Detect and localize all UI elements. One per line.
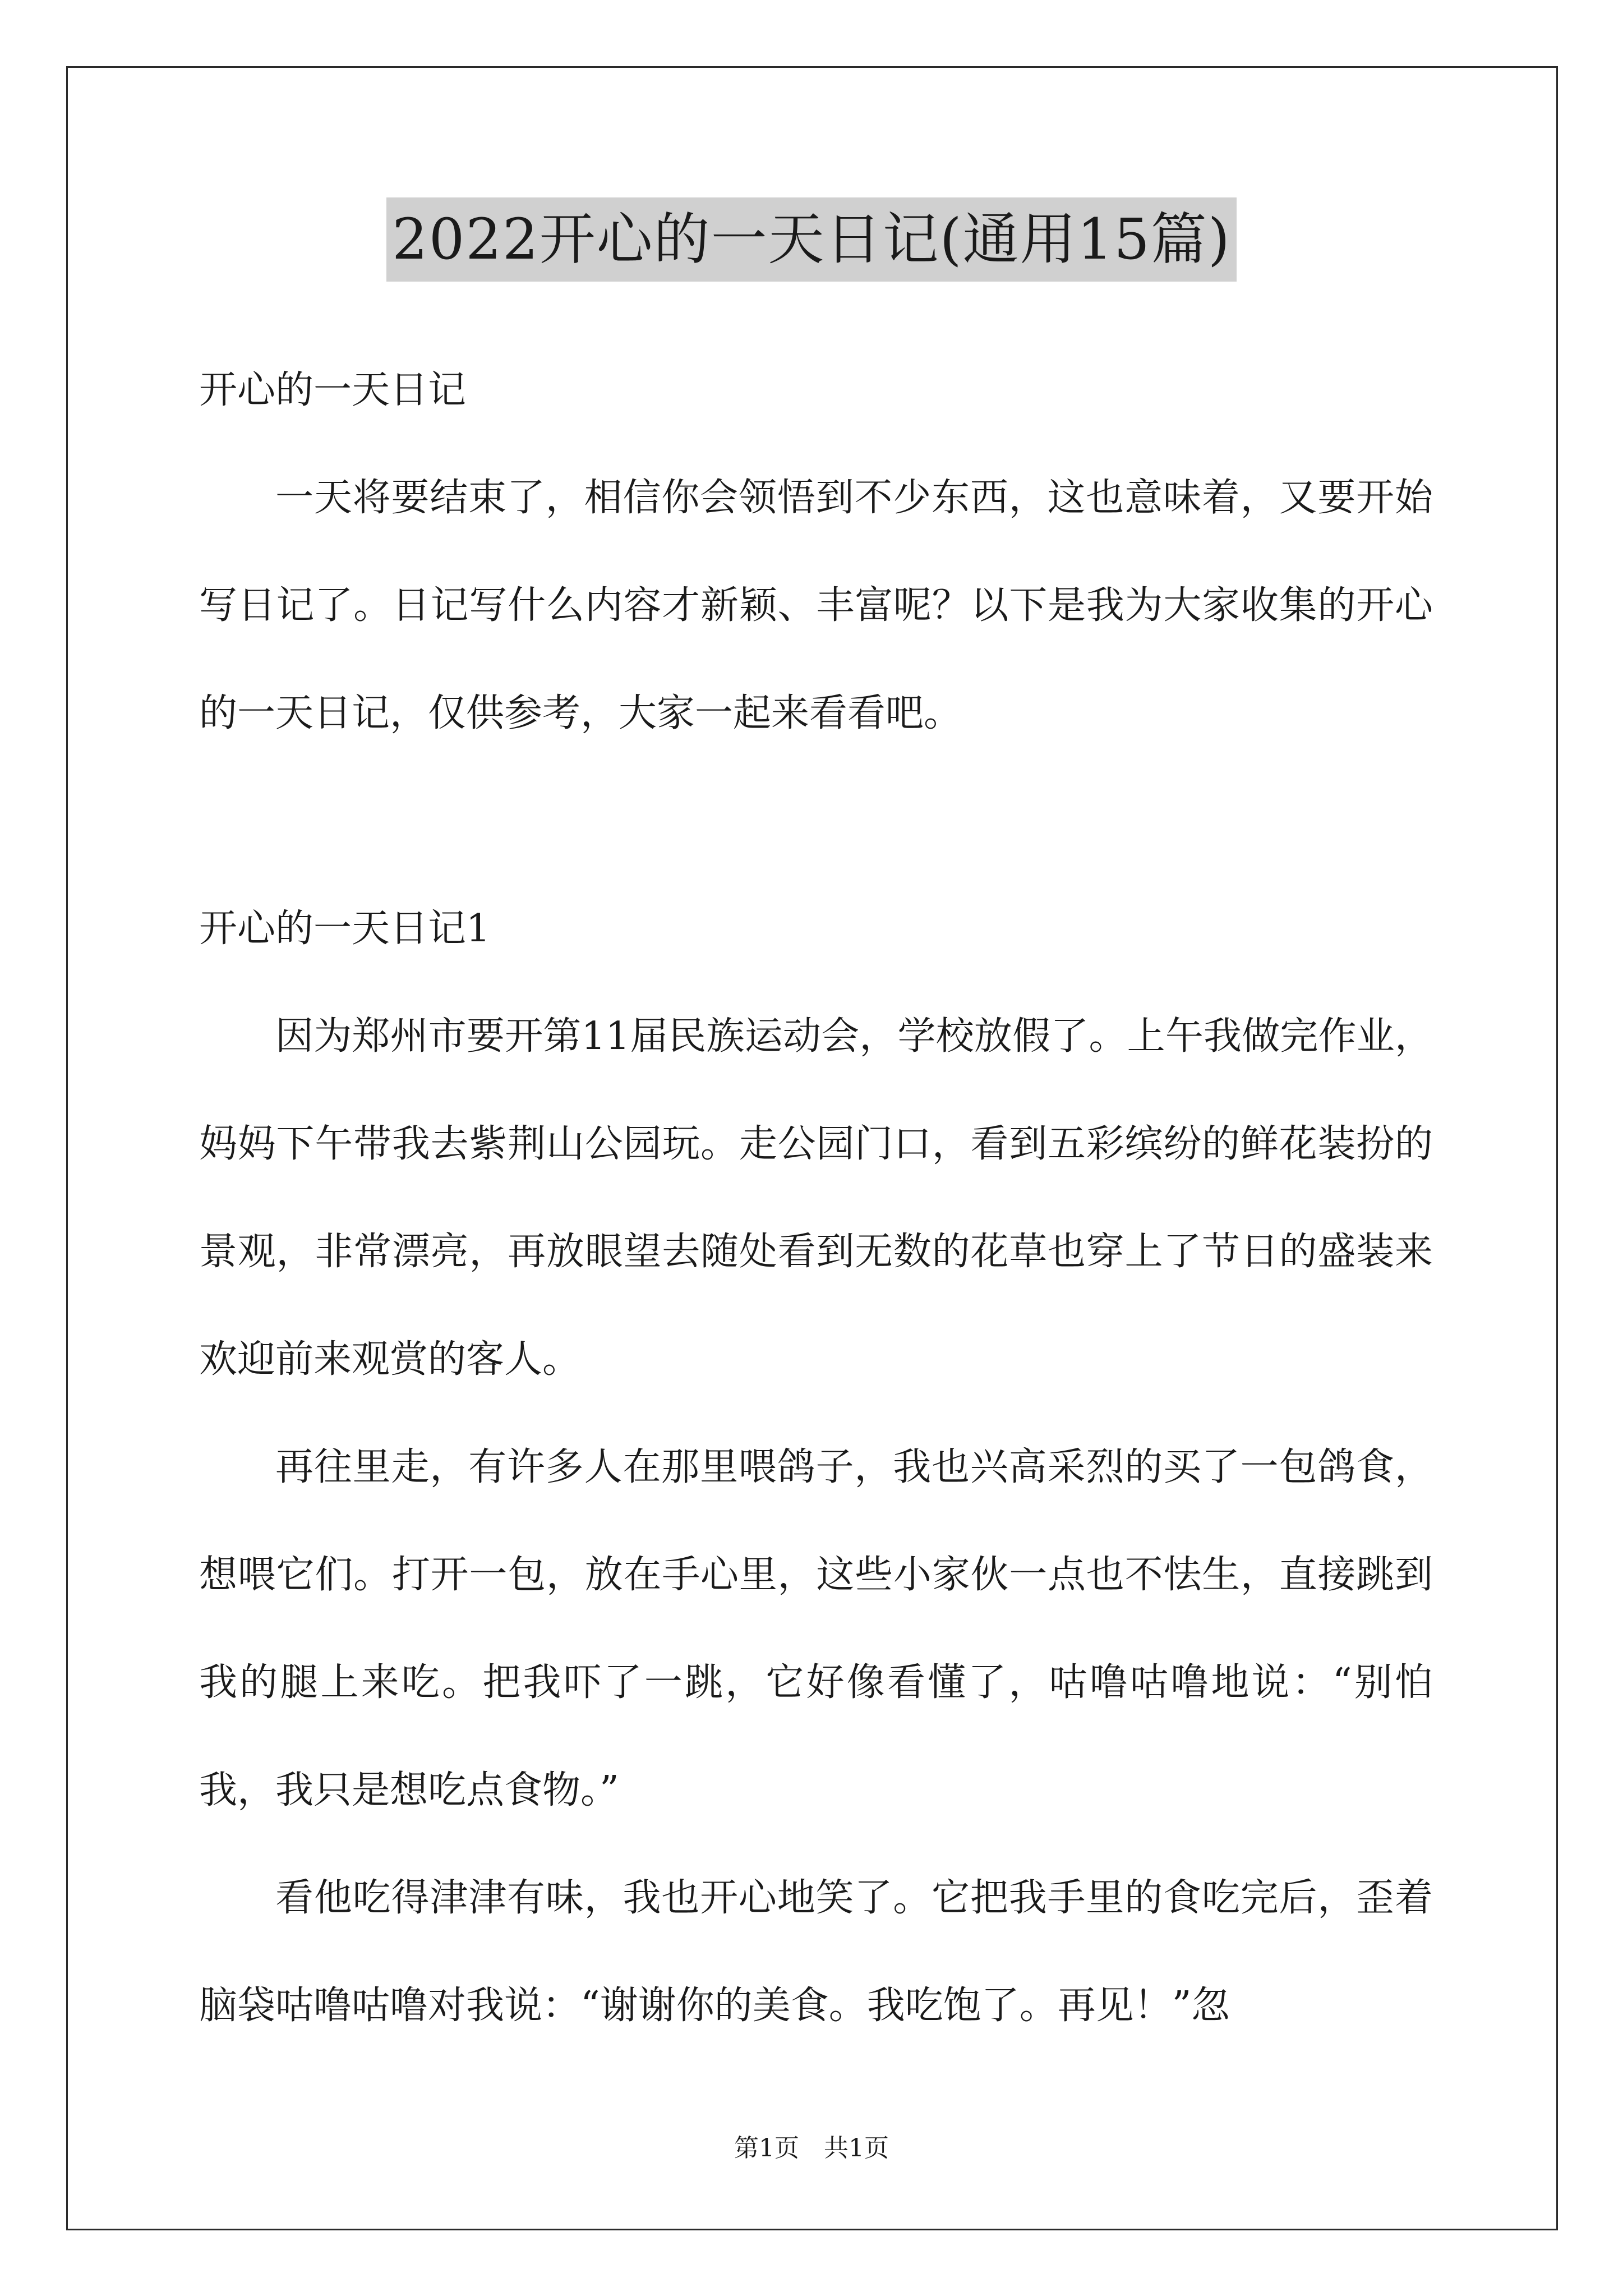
diary-paragraph: 因为郑州市要开第11届民族运动会，学校放假了。上午我做完作业，妈妈下午带我去紫荆山公园玩。走公园门口，看到五彩缤纷的鲜花装扮的景观，非常漂亮，再放眼望去随处看到无数的花草也穿上了节日的盛装来欢迎前来观赏的客人。 [199, 1014, 1433, 1382]
document-body [199, 337, 1433, 2060]
document-title: 2022开心的一天日记(通用15篇) [386, 197, 1237, 282]
title-container [0, 197, 1623, 282]
diary-paragraph: 看他吃得津津有味，我也开心地笑了。它把我手里的食吃完后，歪着脑袋咕噜咕噜对我说：“谢谢你的美食。我吃饱了。再见！”忽 [199, 1876, 1433, 2028]
blank-line [199, 767, 1433, 875]
diary-paragraph: 再往里走，有许多人在那里喂鸽子，我也兴高采烈的买了一包鸽食，想喂它们。打开一包，放在手心里，这些小家伙一点也不怯生，直接跳到我的腿上来吃。把我吓了一跳，它好像看懂了，咕噜咕噜地说：“别怕我，我只是想吃点食物。” [199, 1445, 1433, 1812]
intro-paragraph: 一天将要结束了，相信你会领悟到不少东西，这也意味着，又要开始写日记了。日记写什么内容才新颖、丰富呢？以下是我为大家收集的开心的一天日记，仅供参考，大家一起来看看吧。 [199, 476, 1433, 735]
page-footer: 第1页 共1页 [734, 2134, 889, 2162]
section-heading: 开心的一天日记 [199, 368, 467, 412]
diary-1-heading: 开心的一天日记1 [199, 907, 491, 951]
